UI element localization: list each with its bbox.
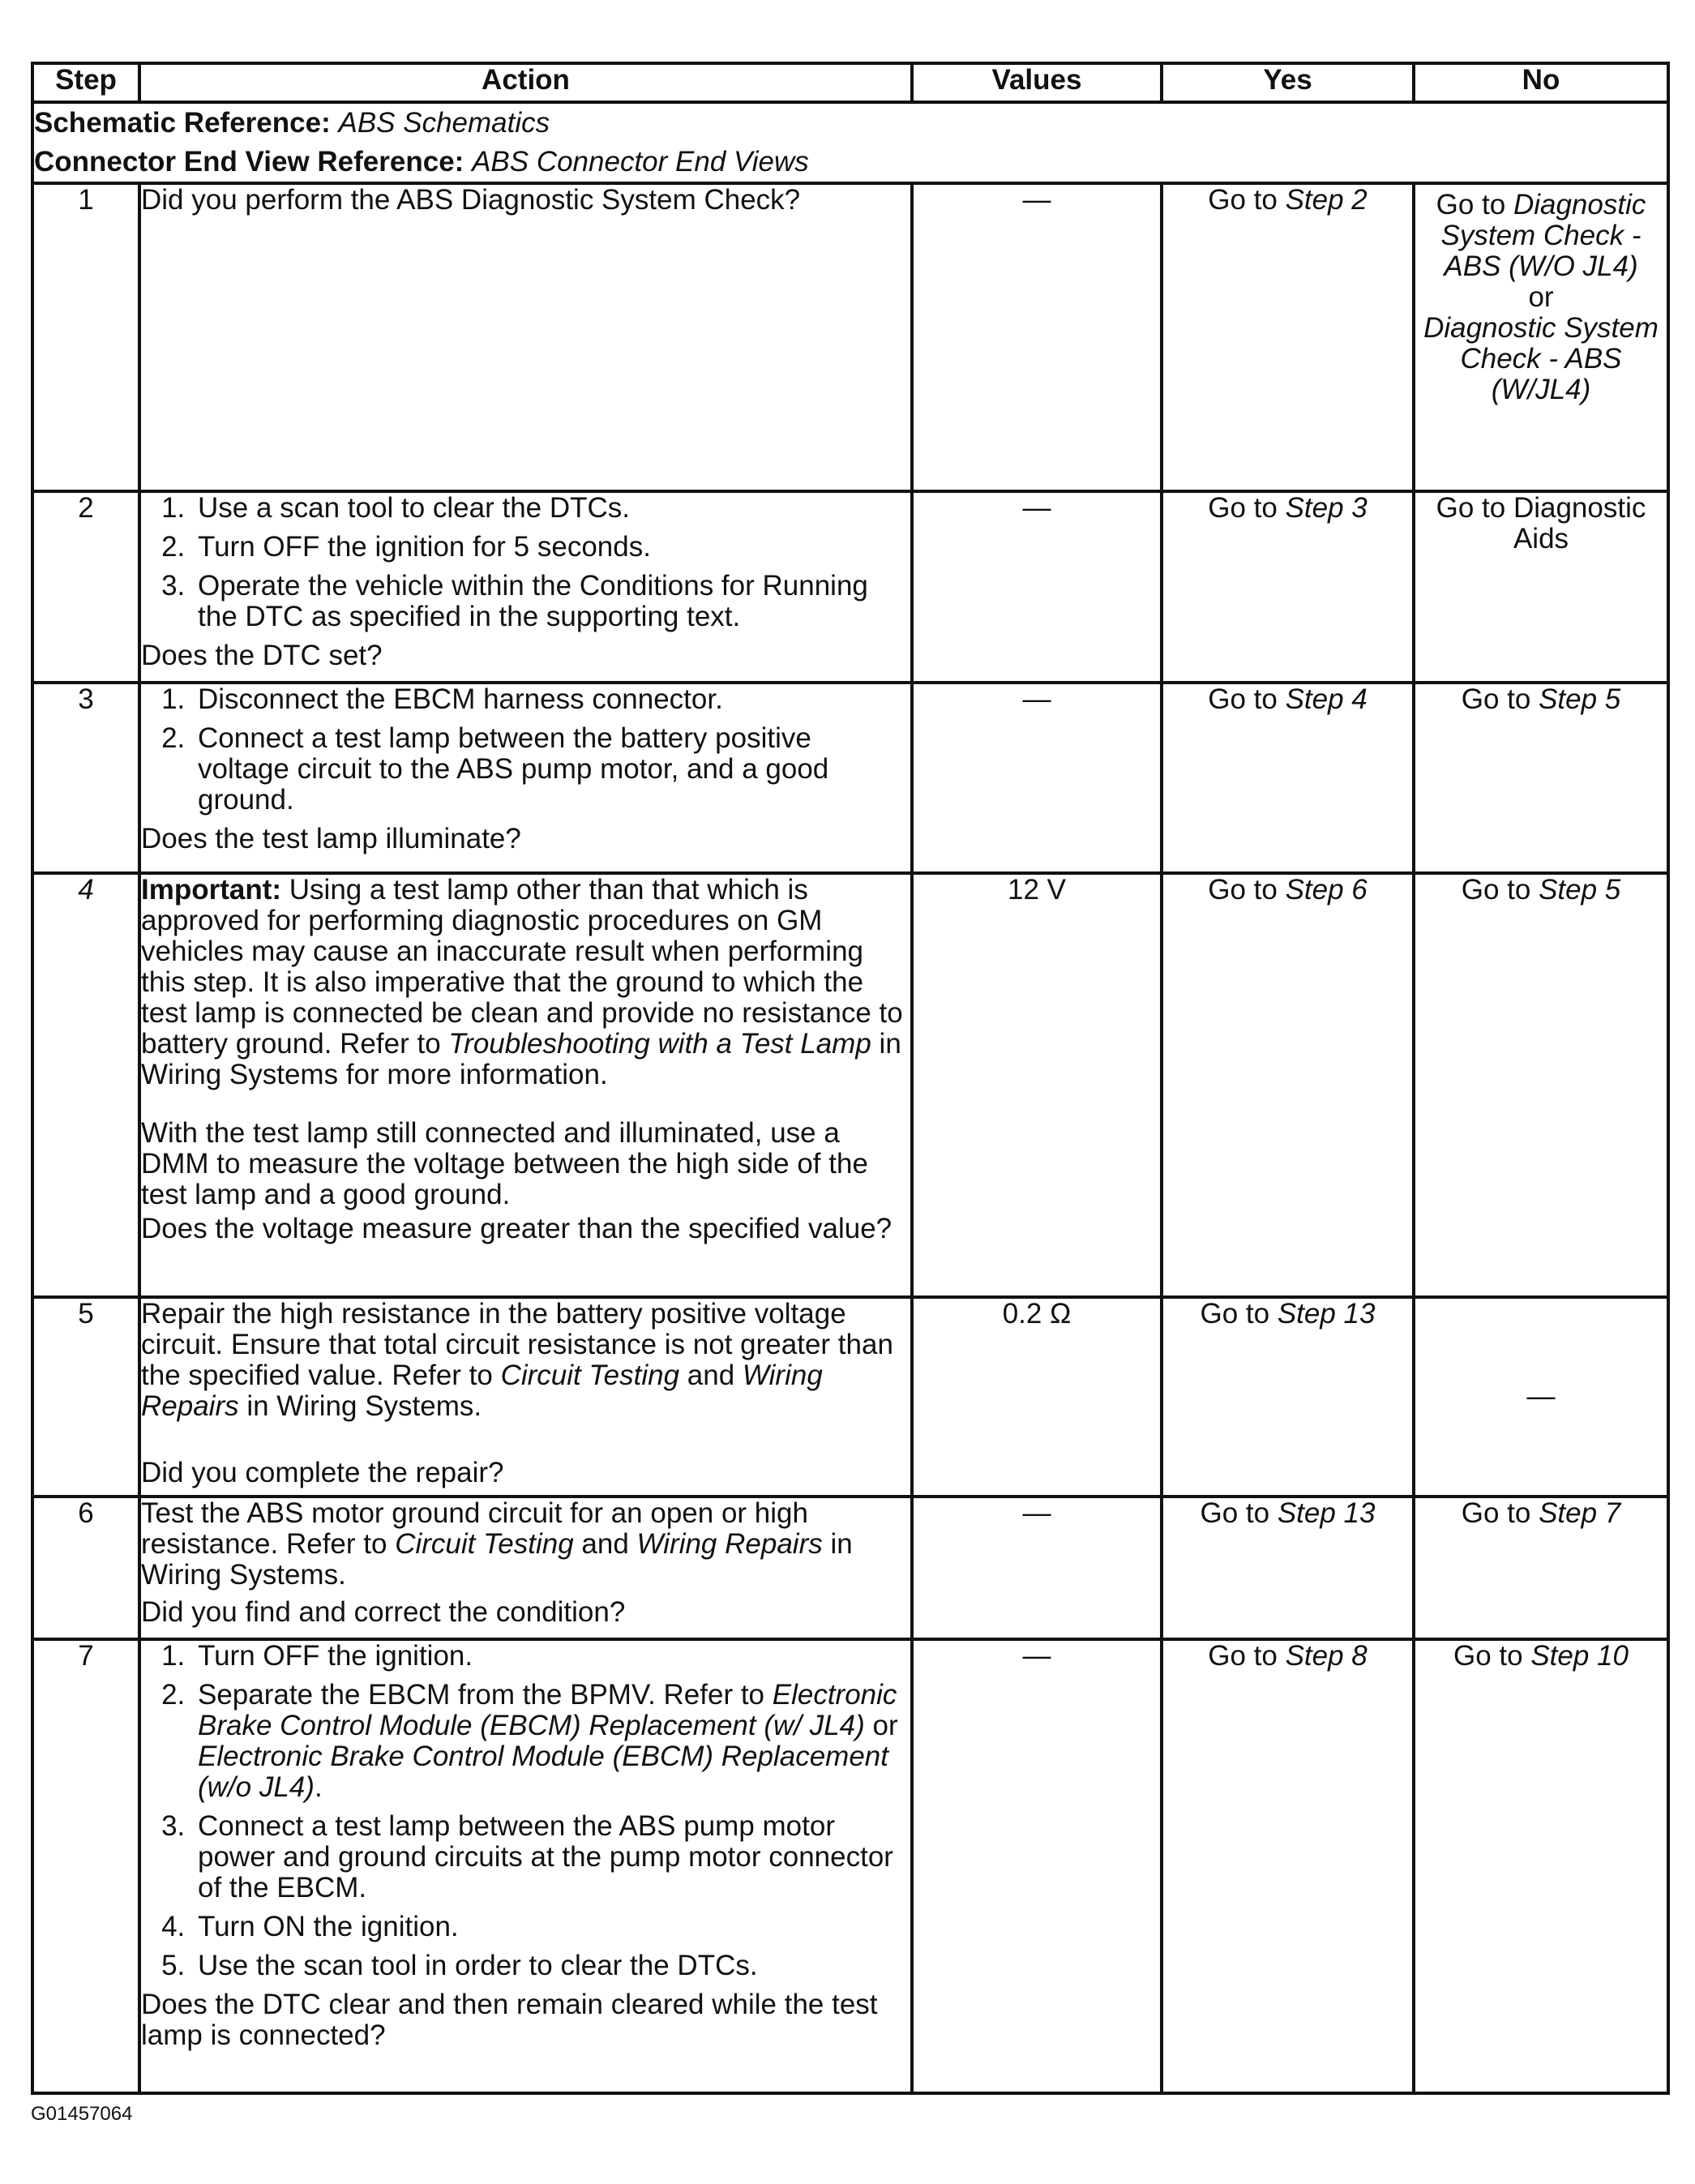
no-or: or [1528,281,1554,313]
action-step-item: 1. Turn OFF the ignition. [193,1641,910,1672]
no-cell [1414,491,1668,683]
action-text-a: Test the ABS motor ground circuit for an open or high resistance. Refer to [141,1497,808,1560]
action-steps-list [141,684,910,816]
action-step-item: 4. Turn ON the ignition. [193,1912,910,1942]
step-number: 1 [32,183,139,491]
step-number: 4 [32,873,139,1297]
action-cell [139,873,912,1297]
reference-cell [32,102,1668,183]
reference-row [32,102,1668,183]
no-cell [1414,873,1668,1297]
action-step-item: 2. Turn OFF the ignition for 5 seconds. [193,532,910,563]
header-values: Values [912,63,1162,102]
action-step-item: 1. Disconnect the EBCM harness connector. [193,684,910,715]
action-steps-list [141,1641,910,1981]
table-row-step-2 [32,491,1668,683]
action-text-c: in Wiring Systems. [141,1528,853,1591]
troubleshooting-test-lamp-link[interactable]: Troubleshooting with a Test Lamp [448,1028,871,1060]
action-step-item [193,1680,910,1803]
no-cell: — [1414,1297,1668,1497]
no-step-link[interactable]: Step 7 [1539,1497,1621,1529]
action-cell [139,1297,912,1497]
table-row-step-1 [32,183,1668,491]
connector-reference-link[interactable]: ABS Connector End Views [472,146,809,178]
yes-step-link[interactable]: Step 2 [1285,184,1368,216]
action-step-item: 3. Connect a test lamp between the ABS pump motor power and ground circuits at the pump motor connector of the EBCM. [193,1811,910,1904]
yes-step-link[interactable]: Step 3 [1285,492,1368,524]
action-question: Did you find and correct the condition? [141,1596,626,1628]
no-prefix: Go to [1461,683,1539,715]
values-cell: 0.2 Ω [912,1297,1162,1497]
no-step-link[interactable]: Step 10 [1530,1640,1629,1672]
no-cell [1414,683,1668,873]
no-cell [1414,1639,1668,2093]
action-text [141,1299,910,1422]
action-question: Does the DTC set? [141,640,383,671]
yes-step-link[interactable]: Step 4 [1285,683,1368,715]
yes-step-link[interactable]: Step 13 [1277,1298,1376,1330]
step-number: 2 [32,491,139,683]
yes-step-link[interactable]: Step 6 [1285,874,1368,906]
action-step-text: Separate the EBCM from the BPMV. Refer to [198,1679,773,1711]
yes-cell [1162,491,1414,683]
action-text-c: in Wiring Systems. [238,1390,482,1422]
no-step-link[interactable]: Step 5 [1539,683,1621,715]
yes-prefix: Go to [1208,683,1286,715]
action-step-item: 5. Use the scan tool in order to clear the DTCs. [193,1951,910,1981]
connector-reference-label: Connector End View Reference: [34,146,464,178]
header-step: Step [32,63,139,102]
schematic-reference [34,104,1667,143]
action-step-end: . [314,1771,323,1803]
schematic-reference-link[interactable]: ABS Schematics [338,107,550,139]
action-step-item: 3. Operate the vehicle within the Conditions for Running the DTC as specified in the supporting text. [193,571,910,632]
no-cell [1414,1497,1668,1639]
header-action: Action [139,63,912,102]
action-step-or: or [864,1710,898,1741]
header-yes: Yes [1162,63,1414,102]
action-text [141,1498,910,1591]
header-row [32,63,1668,102]
step-number: 6 [32,1497,139,1639]
no-link-diagnostic-check-wo-jl4[interactable]: Diagnostic System Check - ABS (W/O JL4) [1440,189,1646,282]
action-question: Did you perform the ABS Diagnostic System Check? [141,184,801,216]
values-cell: — [912,683,1162,873]
circuit-testing-link[interactable]: Circuit Testing [395,1528,574,1560]
action-text-b: and [573,1528,637,1560]
yes-cell [1162,1297,1414,1497]
important-tail: in Wiring Systems for more information. [141,1028,901,1090]
action-step-item: 2. Connect a test lamp between the battery positive voltage circuit to the ABS pump motor, and a good ground. [193,723,910,816]
action-question: Does the DTC clear and then remain cleared while the test lamp is connected? [141,1989,878,2051]
no-step-link[interactable]: Step 5 [1539,874,1621,906]
important-text: Using a test lamp other than that which is approved for performing diagnostic procedures on GM vehicles may cause an inaccurate result when performing this step. It is also imperative that the ground to which the test lamp is connected be clean and provide no resistance to battery ground. Refer to [141,874,903,1060]
table-row-step-6 [32,1497,1668,1639]
action-steps-list [141,493,910,632]
yes-cell [1162,1639,1414,2093]
yes-cell [1162,1497,1414,1639]
table-row-step-3 [32,683,1668,873]
important-label: Important: [141,874,282,906]
important-note [141,875,910,1090]
no-cell [1414,183,1668,491]
values-cell: — [912,491,1162,683]
wiring-repairs-link[interactable]: Wiring Repairs [636,1528,823,1560]
table-row-step-7 [32,1639,1668,2093]
figure-id-caption: G01457064 [31,2103,133,2125]
yes-cell [1162,183,1414,491]
wiring-repairs-link[interactable]: Wiring Repairs [141,1360,823,1422]
header-no: No [1414,63,1668,102]
step-number: 5 [32,1297,139,1497]
action-cell [139,1497,912,1639]
circuit-testing-link[interactable]: Circuit Testing [500,1360,680,1391]
connector-reference [34,143,1667,182]
diagnostic-table [31,62,1670,2095]
no-link-diagnostic-check-w-jl4[interactable]: Diagnostic System Check - ABS (W/JL4) [1423,312,1659,405]
action-text-a: Repair the high resistance in the battery positive voltage circuit. Ensure that total circuit resistance is not greater than the specified value. Refer to [141,1298,893,1391]
yes-step-link[interactable]: Step 8 [1285,1640,1368,1672]
yes-prefix: Go to [1200,1497,1278,1529]
yes-step-link[interactable]: Step 13 [1277,1497,1376,1529]
no-prefix: Go to [1436,189,1513,221]
yes-prefix: Go to [1208,874,1286,906]
no-prefix: Go to [1453,1640,1531,1672]
ebcm-replacement-w-jl4-link[interactable]: Electronic Brake Control Module (EBCM) Replacement (w/ JL4) [198,1679,897,1741]
diagnostic-table-container [31,62,1667,2095]
action-cell [139,683,912,873]
schematic-reference-label: Schematic Reference: [34,107,331,139]
action-step-item: 1. Use a scan tool to clear the DTCs. [193,493,910,524]
action-cell [139,1639,912,2093]
values-cell: 12 V [912,873,1162,1297]
action-text-b: and [679,1360,743,1391]
no-prefix: Go to [1461,1497,1539,1529]
action-cell [139,491,912,683]
action-question: Does the voltage measure greater than the specified value? [141,1213,892,1244]
action-question: Did you complete the repair? [141,1457,504,1488]
yes-cell [1162,683,1414,873]
step-number: 7 [32,1639,139,2093]
no-diagnostic-aids-link[interactable]: Go to Diagnostic Aids [1436,492,1646,555]
values-cell: — [912,1639,1162,2093]
yes-prefix: Go to [1208,492,1286,524]
action-cell [139,183,912,491]
step-number: 3 [32,683,139,873]
table-row-step-4 [32,873,1668,1297]
table-row-step-5 [32,1297,1668,1497]
action-instruction: With the test lamp still connected and illuminated, use a DMM to measure the voltage between the high side of the test lamp and a good ground. [141,1117,868,1210]
yes-prefix: Go to [1208,1640,1286,1672]
action-question: Does the test lamp illuminate? [141,823,521,854]
values-cell: — [912,183,1162,491]
values-cell: — [912,1497,1162,1639]
yes-prefix: Go to [1208,184,1286,216]
no-prefix: Go to [1461,874,1539,906]
ebcm-replacement-wo-jl4-link[interactable]: Electronic Brake Control Module (EBCM) Replacement (w/o JL4) [198,1741,888,1803]
yes-prefix: Go to [1200,1298,1278,1330]
yes-cell [1162,873,1414,1297]
